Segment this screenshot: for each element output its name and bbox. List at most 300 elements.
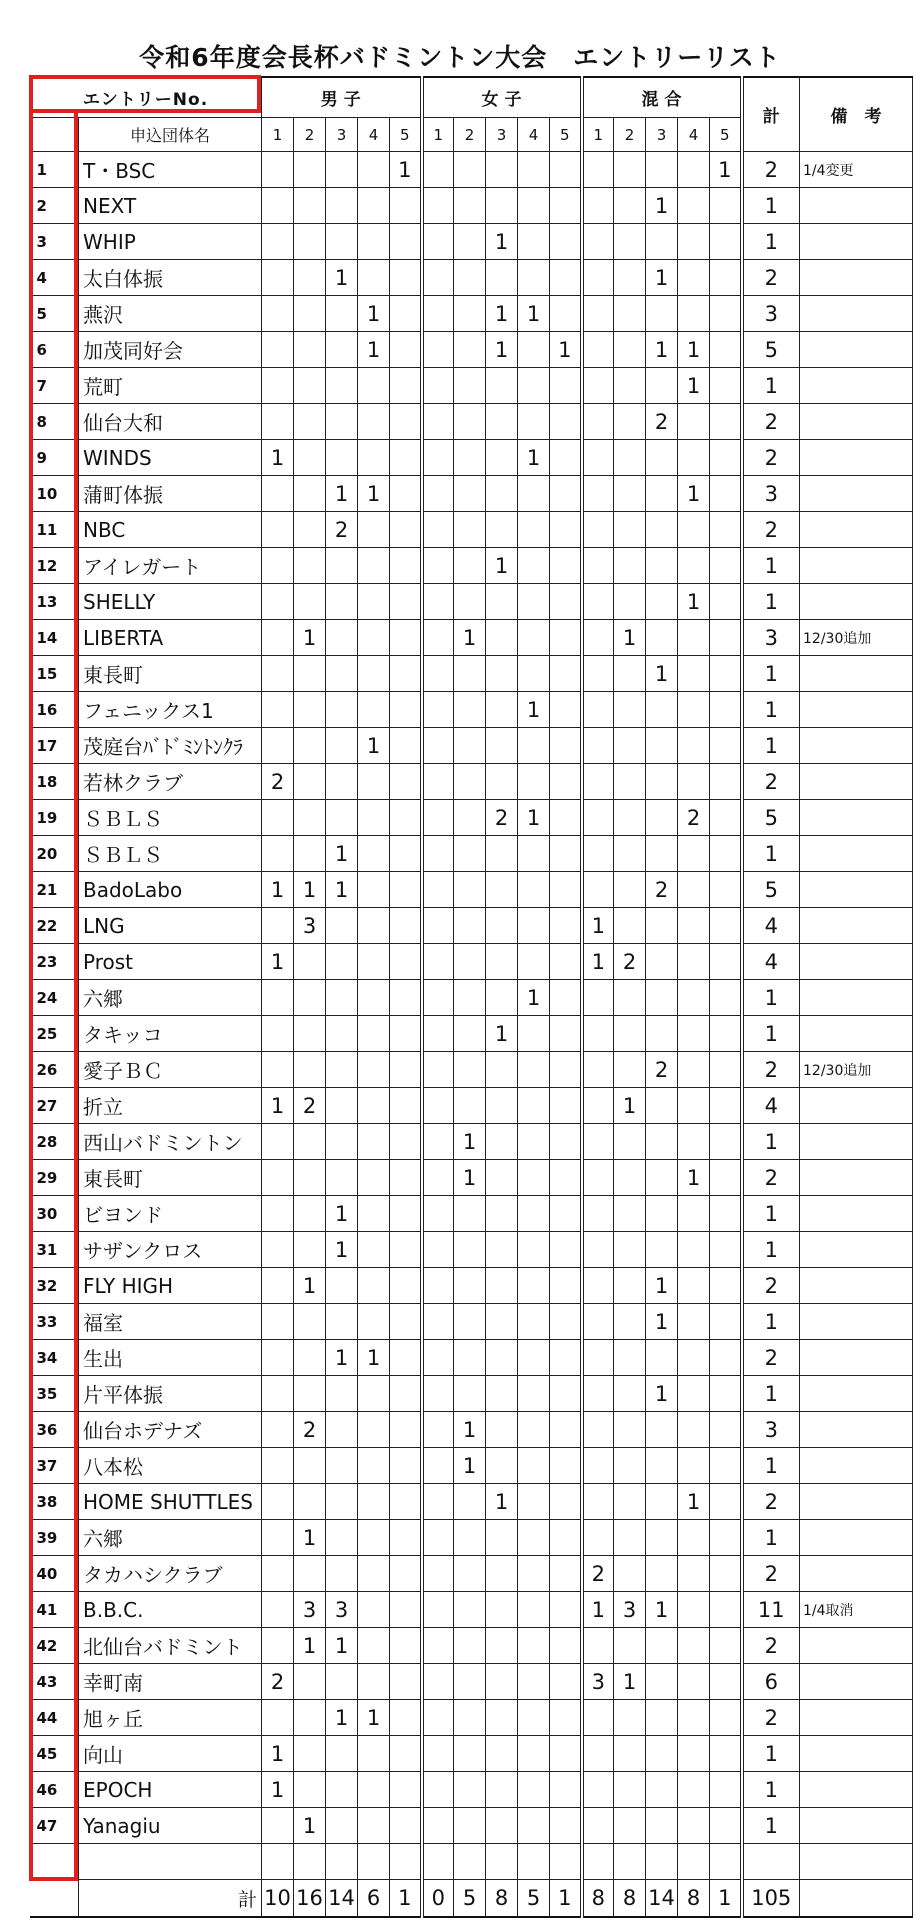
count-mixed-1 [582,404,614,440]
count-mixed-5 [710,1304,742,1340]
entry-number: 33 [30,1304,79,1340]
entry-number: 24 [30,980,79,1016]
count-mixed-5 [710,1412,742,1448]
entry-number: 36 [30,1412,79,1448]
row-total: 2 [742,1484,800,1520]
row-note [800,1160,913,1196]
count-men-3: 1 [326,1700,358,1736]
count-mixed-2 [614,296,646,332]
count-mixed-5 [710,224,742,260]
count-women-5 [550,944,582,980]
count-mixed-3 [646,944,678,980]
count-women-4 [518,1664,550,1700]
count-women-3 [486,1088,518,1124]
count-men-4 [358,188,390,224]
table-row [30,1520,913,1556]
count-men-1 [262,1412,294,1448]
count-women-3 [486,728,518,764]
count-mixed-4 [678,1412,710,1448]
count-men-5 [390,584,422,620]
count-women-3 [486,872,518,908]
count-men-5 [390,1592,422,1628]
count-women-2 [454,944,486,980]
count-men-2: 3 [294,908,326,944]
count-women-4 [518,1736,550,1772]
count-men-4 [358,1808,390,1844]
count-women-2 [454,224,486,260]
entry-number: 46 [30,1772,79,1808]
count-men-1 [262,620,294,656]
table-row [30,908,913,944]
row-note [800,1088,913,1124]
count-women-5: 1 [550,332,582,368]
count-mixed-2: 1 [614,1664,646,1700]
count-women-3 [486,584,518,620]
team-name: 北仙台バドミント [79,1628,262,1664]
count-women-5 [550,692,582,728]
row-note [800,440,913,476]
count-women-4 [518,1160,550,1196]
count-women-2 [454,800,486,836]
table-row [30,1700,913,1736]
count-mixed-4: 1 [678,1484,710,1520]
count-men-1 [262,260,294,296]
count-men-2 [294,1196,326,1232]
empty-cell [294,1844,326,1880]
count-men-5 [390,1124,422,1160]
row-total: 2 [742,1556,800,1592]
row-total: 2 [742,404,800,440]
team-name: Yanagiu [79,1808,262,1844]
row-note [800,692,913,728]
entry-number: 35 [30,1376,79,1412]
count-men-2 [294,1772,326,1808]
count-women-3: 1 [486,224,518,260]
count-mixed-1 [582,368,614,404]
count-mixed-2 [614,1520,646,1556]
team-name: 茂庭台ﾊﾞﾄﾞﾐﾝﾄﾝｸﾗ [79,728,262,764]
row-note [800,1772,913,1808]
count-women-2 [454,656,486,692]
count-men-2 [294,800,326,836]
count-mixed-1 [582,1268,614,1304]
count-men-1 [262,332,294,368]
count-men-3 [326,800,358,836]
count-mixed-4 [678,872,710,908]
row-note: 1/4取消 [800,1592,913,1628]
count-men-2 [294,692,326,728]
table-row [30,1772,913,1808]
count-mixed-3 [646,224,678,260]
table-row [30,980,913,1016]
row-total: 1 [742,224,800,260]
grand-total: 105 [742,1880,800,1918]
count-men-5 [390,908,422,944]
team-name: 若林クラブ [79,764,262,800]
count-mixed-2 [614,1736,646,1772]
entry-number: 31 [30,1232,79,1268]
count-mixed-2 [614,1484,646,1520]
count-men-2: 1 [294,1808,326,1844]
count-women-3 [486,404,518,440]
count-men-4 [358,260,390,296]
row-note [800,1700,913,1736]
count-women-1 [422,1016,454,1052]
count-men-2 [294,1484,326,1520]
team-name: WINDS [79,440,262,476]
row-note [800,1520,913,1556]
count-women-5 [550,152,582,188]
count-men-3 [326,584,358,620]
count-mixed-2 [614,1268,646,1304]
count-women-4 [518,584,550,620]
count-mixed-1 [582,836,614,872]
row-total: 1 [742,1124,800,1160]
count-men-1 [262,908,294,944]
count-mixed-3 [646,1232,678,1268]
table-row [30,368,913,404]
row-total: 1 [742,1016,800,1052]
count-mixed-1 [582,1052,614,1088]
table-row [30,1232,913,1268]
table-row [30,1160,913,1196]
count-mixed-2 [614,1628,646,1664]
table-row [30,620,913,656]
count-mixed-2 [614,332,646,368]
count-women-2 [454,260,486,296]
count-mixed-3 [646,152,678,188]
count-men-5 [390,368,422,404]
count-women-2 [454,152,486,188]
table-row [30,260,913,296]
row-total: 1 [742,1448,800,1484]
count-women-1 [422,1304,454,1340]
count-women-5 [550,1700,582,1736]
row-total: 5 [742,800,800,836]
count-women-5 [550,1484,582,1520]
count-men-2 [294,548,326,584]
row-note [800,1340,913,1376]
table-row [30,1016,913,1052]
count-women-3 [486,1664,518,1700]
count-mixed-4 [678,944,710,980]
count-women-5 [550,296,582,332]
count-mixed-5 [710,1628,742,1664]
note-header: 備 考 [800,77,913,152]
entry-number: 12 [30,548,79,584]
count-men-4 [358,584,390,620]
count-mixed-4 [678,908,710,944]
count-women-4 [518,188,550,224]
row-total: 2 [742,1628,800,1664]
count-men-4 [358,1772,390,1808]
team-name: B.B.C. [79,1592,262,1628]
count-men-4: 1 [358,332,390,368]
count-mixed-5 [710,548,742,584]
row-note: 1/4変更 [800,152,913,188]
count-mixed-1 [582,1088,614,1124]
table-row [30,1340,913,1376]
count-men-5 [390,1736,422,1772]
table-row [30,1052,913,1088]
count-women-3 [486,440,518,476]
sub-header-mixed-1: 1 [582,118,614,152]
count-women-1 [422,1376,454,1412]
count-mixed-3 [646,728,678,764]
count-mixed-2 [614,188,646,224]
entry-number: 9 [30,440,79,476]
count-mixed-1: 3 [582,1664,614,1700]
sub-header-women-5: 5 [550,118,582,152]
count-women-5 [550,1520,582,1556]
count-women-4 [518,1196,550,1232]
count-men-1 [262,1340,294,1376]
count-mixed-3 [646,440,678,476]
count-men-1 [262,1304,294,1340]
count-women-4 [518,872,550,908]
count-men-5 [390,260,422,296]
count-men-1 [262,404,294,440]
count-men-2 [294,1448,326,1484]
count-mixed-2 [614,1700,646,1736]
count-mixed-3 [646,1628,678,1664]
count-women-5 [550,1232,582,1268]
table-row [30,1088,913,1124]
count-men-4 [358,764,390,800]
count-women-2: 1 [454,1160,486,1196]
entry-number: 23 [30,944,79,980]
table-row [30,1268,913,1304]
count-mixed-3 [646,476,678,512]
count-mixed-2 [614,512,646,548]
count-women-1 [422,332,454,368]
count-mixed-1 [582,764,614,800]
count-women-5 [550,1340,582,1376]
empty-cell [358,1844,390,1880]
count-mixed-3 [646,1520,678,1556]
count-women-5 [550,1052,582,1088]
count-men-5 [390,1268,422,1304]
count-men-5 [390,1016,422,1052]
count-women-3 [486,1196,518,1232]
sum-men-3: 14 [326,1880,358,1918]
count-men-1: 1 [262,1736,294,1772]
sub-header-women-4: 4 [518,118,550,152]
count-men-1: 1 [262,944,294,980]
count-women-3: 1 [486,296,518,332]
count-mixed-2: 1 [614,1088,646,1124]
row-total: 1 [742,188,800,224]
row-note [800,908,913,944]
count-women-4 [518,368,550,404]
entry-number: 8 [30,404,79,440]
count-men-5 [390,224,422,260]
row-total: 5 [742,872,800,908]
count-mixed-5 [710,512,742,548]
sub-header-women-1: 1 [422,118,454,152]
table-row [30,188,913,224]
count-men-2 [294,152,326,188]
team-name: 片平体振 [79,1376,262,1412]
count-mixed-1 [582,620,614,656]
count-mixed-3 [646,1700,678,1736]
count-women-5 [550,980,582,1016]
entry-number: 45 [30,1736,79,1772]
entry-number: 25 [30,1016,79,1052]
count-mixed-5 [710,368,742,404]
count-men-1 [262,512,294,548]
count-men-2: 2 [294,1412,326,1448]
entry-number: 42 [30,1628,79,1664]
count-mixed-4 [678,1808,710,1844]
count-women-1 [422,152,454,188]
count-women-3 [486,1556,518,1592]
count-mixed-2 [614,692,646,728]
count-mixed-1 [582,548,614,584]
count-men-5 [390,980,422,1016]
table-row [30,1376,913,1412]
count-women-1 [422,1808,454,1844]
count-mixed-1 [582,1736,614,1772]
count-men-3 [326,1304,358,1340]
count-men-5 [390,476,422,512]
count-men-3: 1 [326,1232,358,1268]
row-total: 2 [742,512,800,548]
count-men-1 [262,656,294,692]
count-women-3 [486,692,518,728]
summary-note [800,1880,913,1918]
count-women-4 [518,1016,550,1052]
sum-men-2: 16 [294,1880,326,1918]
count-men-3 [326,1772,358,1808]
count-mixed-4 [678,728,710,764]
table-row [30,332,913,368]
count-mixed-5 [710,1376,742,1412]
count-women-5 [550,620,582,656]
count-mixed-5 [710,1808,742,1844]
count-mixed-4 [678,1232,710,1268]
count-women-4 [518,1448,550,1484]
row-note [800,1664,913,1700]
team-name: T・BSC [79,152,262,188]
team-name: NBC [79,512,262,548]
count-mixed-1 [582,1448,614,1484]
count-mixed-5 [710,1664,742,1700]
count-mixed-4 [678,1448,710,1484]
count-women-3: 2 [486,800,518,836]
count-women-2 [454,836,486,872]
team-name: 燕沢 [79,296,262,332]
count-mixed-3 [646,1160,678,1196]
count-men-2 [294,1340,326,1376]
table-row [30,1484,913,1520]
count-mixed-2 [614,1052,646,1088]
count-mixed-4 [678,692,710,728]
count-women-3 [486,260,518,296]
count-women-2 [454,1484,486,1520]
count-women-5 [550,224,582,260]
empty-cell [262,1844,294,1880]
count-women-1 [422,440,454,476]
count-mixed-5 [710,908,742,944]
count-mixed-4 [678,224,710,260]
count-men-5 [390,404,422,440]
count-men-4 [358,1592,390,1628]
count-men-3: 1 [326,1196,358,1232]
row-total: 1 [742,1304,800,1340]
count-men-5 [390,1340,422,1376]
count-women-1 [422,1052,454,1088]
count-mixed-5 [710,1196,742,1232]
count-mixed-4 [678,512,710,548]
count-men-3 [326,908,358,944]
count-mixed-2 [614,728,646,764]
count-mixed-1 [582,260,614,296]
count-mixed-2 [614,152,646,188]
row-note [800,656,913,692]
entry-number: 11 [30,512,79,548]
count-mixed-4: 1 [678,476,710,512]
count-men-3: 3 [326,1592,358,1628]
count-men-5 [390,1520,422,1556]
count-women-5 [550,476,582,512]
count-women-5 [550,836,582,872]
count-men-2 [294,1160,326,1196]
count-men-1 [262,1052,294,1088]
row-total: 1 [742,1232,800,1268]
count-men-5 [390,1448,422,1484]
count-women-3 [486,368,518,404]
count-men-3 [326,980,358,1016]
count-men-1 [262,1520,294,1556]
count-men-5: 1 [390,152,422,188]
count-men-5 [390,1232,422,1268]
count-men-3 [326,332,358,368]
count-mixed-1 [582,1340,614,1376]
sub-header-mixed-3: 3 [646,118,678,152]
count-women-3 [486,1448,518,1484]
count-mixed-4 [678,1196,710,1232]
count-women-5 [550,584,582,620]
count-mixed-3 [646,1664,678,1700]
count-women-5 [550,1268,582,1304]
row-total: 1 [742,368,800,404]
count-men-4 [358,836,390,872]
entry-number: 47 [30,1808,79,1844]
count-women-3 [486,1808,518,1844]
count-mixed-1: 1 [582,1592,614,1628]
count-mixed-2 [614,1196,646,1232]
count-men-5 [390,1700,422,1736]
count-women-1 [422,224,454,260]
table-row [30,800,913,836]
count-mixed-5 [710,692,742,728]
count-mixed-4: 1 [678,584,710,620]
count-men-4 [358,224,390,260]
count-mixed-4 [678,1520,710,1556]
count-mixed-4 [678,1304,710,1340]
entry-number: 37 [30,1448,79,1484]
count-mixed-3 [646,512,678,548]
count-mixed-2 [614,764,646,800]
count-women-1 [422,1268,454,1304]
entry-number: 3 [30,224,79,260]
count-mixed-5 [710,1772,742,1808]
count-mixed-4 [678,1556,710,1592]
count-mixed-5 [710,1340,742,1376]
row-note [800,836,913,872]
count-men-1 [262,548,294,584]
